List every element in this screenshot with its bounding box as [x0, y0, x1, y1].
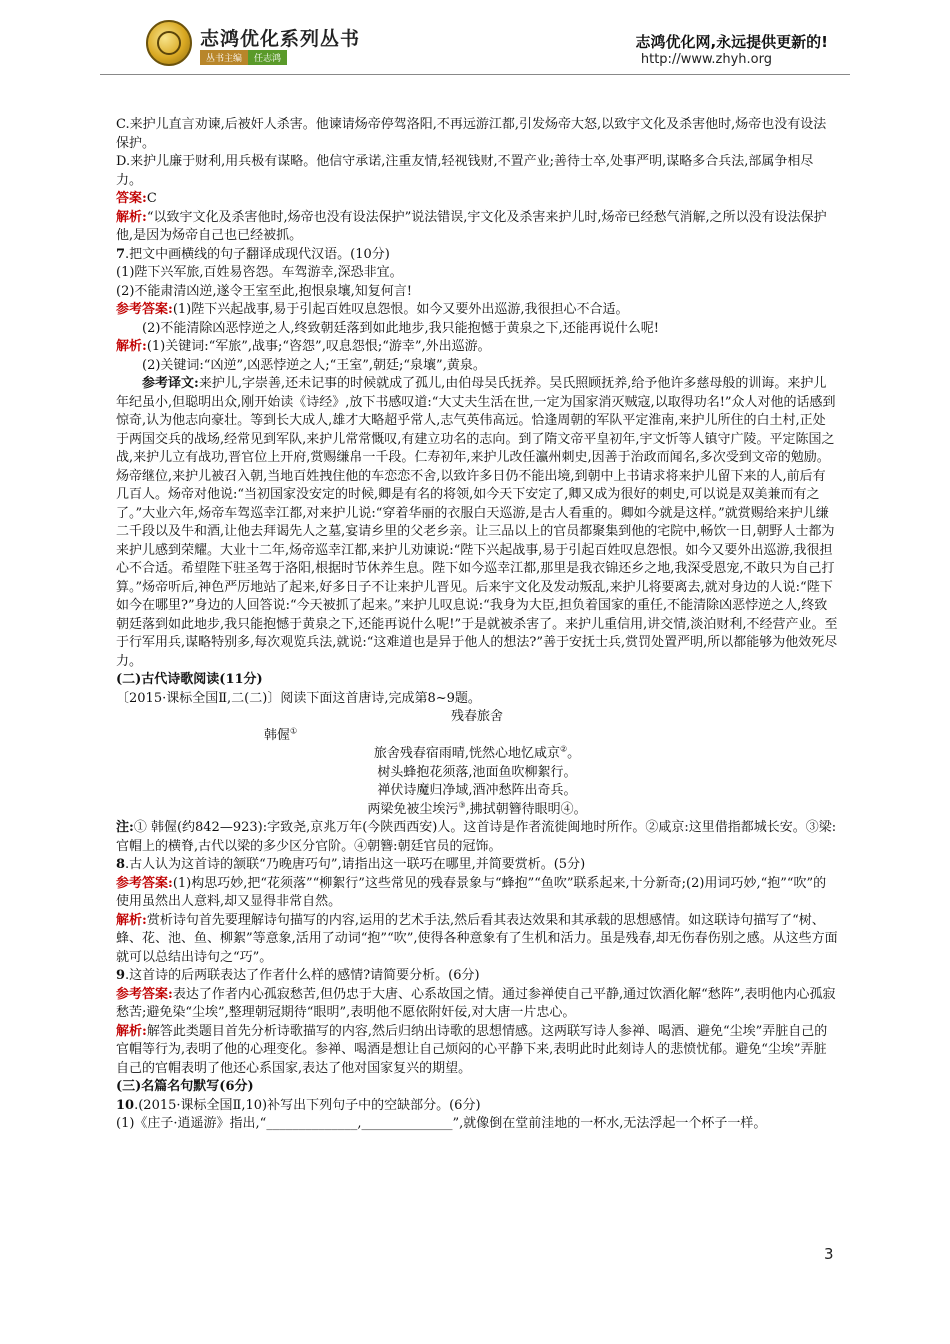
q7-reference-2: (2)不能清除凶恶悖逆之人,终致朝廷落到如此地步,我只能抱憾于黄泉之下,还能再说什么呢!: [142, 320, 660, 336]
header-url[interactable]: http://www.zhyh.org: [640, 52, 772, 67]
editor-label: 丛书主编: [200, 50, 248, 65]
page-number: 3: [824, 1245, 834, 1263]
logo-emblem-icon: [146, 20, 192, 66]
q6-option-c: C.来护儿直言劝谏,后被奸人杀害。他谏请炀帝停驾洛阳,不再远游江都,引发炀帝大怒,以致宇文化及杀害他时,炀帝也没有设法保护。: [116, 117, 827, 151]
poetry-intro: 〔2015·课标全国Ⅱ,二(二)〕阅读下面这首唐诗,完成第8~9题。: [116, 690, 481, 706]
q6-analysis: 解析:“以致宇文化及杀害他时,炀帝也没有设法保护”说法错误,宇文化及杀害来护儿时,炀帝已经愁气消解,之所以没有设法保护他,是因为炀帝自己也已经被抓。: [116, 209, 827, 243]
header-slogan: 志鸿优化网,永远提供更新的!: [635, 33, 828, 51]
q10-stem: 10.(2015·课标全国Ⅱ,10)补写出下列句子中的空缺部分。(6分): [116, 1097, 481, 1113]
fill-blank-2[interactable]: ______________: [361, 1116, 453, 1131]
analysis-label: 解析:: [116, 339, 147, 354]
brand-title: 志鸿优化系列丛书: [200, 28, 361, 50]
reference-label: 参考答案:: [116, 302, 173, 317]
q7-stem: 7.把文中画横线的句子翻译成现代汉语。(10分): [116, 246, 390, 262]
translation-label: 参考译文:: [142, 376, 199, 391]
page-content: [116, 116, 838, 1134]
q7-sentence-1: (1)陛下兴军旅,百姓易咨怨。车驾游幸,深恐非宜。: [116, 265, 403, 280]
brand-subtitle: [200, 50, 287, 65]
header-divider: [100, 74, 850, 75]
reference-label: 参考答案:: [116, 875, 173, 891]
analysis-label: 解析:: [116, 209, 147, 225]
q7-reference: 参考答案:(1)陛下兴起战事,易于引起百姓叹息怨恨。如今又要外出巡游,我很担心不合适。: [116, 302, 629, 317]
q9-analysis: 解析:解答此类题目首先分析诗歌描写的内容,然后归纳出诗歌的思想情感。这两联写诗人参禅、喝酒、避免“尘埃”弄脏自己的官帽等行为,表明了他的心理变化。参禅、喝酒是想让自己烦闷的心平静下来,表明此时此刻诗人的悲愤忧郁。避免“尘埃”弄脏自己的官帽表明了他还心系国家,表达了他对国家复兴的期望。: [116, 1023, 828, 1076]
q7-analysis: 解析:(1)关键词:“军旅”,战事;“咨怨”,叹息怨恨;“游幸”,外出巡游。: [116, 339, 491, 354]
poem-notes: 注:① 韩偓(约842—923):字致尧,京兆万年(今陕西西安)人。这首诗是作者流徙闽地时所作。②咸京:这里借指都城长安。③梁:官帽上的横脊,古代以梁的多少区分官阶。④朝簪:朝廷官员的冠饰。: [116, 820, 837, 854]
poem-title: 残春旅舍: [450, 709, 503, 724]
q8-analysis: 解析:赏析诗句首先要理解诗句描写的内容,运用的艺术手法,然后看其表达效果和其承载的思想感情。如这联诗句描写了“树、蜂、花、池、鱼、柳絮”等意象,活用了动词“抱”“吹”,使得各种意象有了生机和活力。虽是残春,却无伤春伤别之感。从这些方面就可以总结出诗句之“巧”。: [116, 912, 838, 965]
poetry-section-heading: (二)古代诗歌阅读(11分): [116, 672, 263, 687]
q6-answer: 答案:C: [116, 191, 157, 206]
fill-blank-1[interactable]: ______________: [266, 1116, 358, 1131]
q8-reference: 参考答案:(1)构思巧妙,把“花须落”“柳絮行”这些常见的残春景象与“蜂抱”“鱼吹”联系起来,十分新奇;(2)用词巧妙,“抱”“吹”的使用虽然出人意料,却又显得非常自然。: [116, 875, 827, 909]
recitation-section-heading: (三)名篇名句默写(6分): [116, 1079, 254, 1094]
q8-stem: 8.古人认为这首诗的颔联“乃晚唐巧句”,请指出这一联巧在哪里,并简要赏析。(5分): [116, 857, 586, 872]
editor-name: 任志鸿: [248, 50, 287, 65]
page-header: [0, 0, 950, 80]
q7-analysis-2: (2)关键词:“凶逆”,凶恶悖逆之人;“王室”,朝廷;“泉壤”,黄泉。: [142, 357, 486, 373]
analysis-label: 解析:: [116, 1023, 147, 1039]
poem-line-4: 两梁免被尘埃污③,拂拭朝簪待眼明④。: [367, 800, 587, 817]
analysis-label: 解析:: [116, 912, 147, 928]
answer-label: 答案:: [116, 191, 147, 206]
reference-label: 参考答案:: [116, 986, 173, 1002]
q6-option-d: D.来护儿廉于财利,用兵极有谋略。他信守承诺,注重友情,轻视钱财,不置产业;善待士卒,处事严明,谋略多合兵法,部属争相尽力。: [116, 154, 814, 188]
q7-translation: 参考译文:来护儿,字崇善,还未记事的时候就成了孤儿,由伯母吴氏抚养。吴氏照顾抚养,给予他许多慈母般的训诲。来护儿年纪虽小,但聪明出众,刚开始读《诗经》,放下书感叹道:“大丈夫生活在世,一定为国家消灭贼寇,以取得功名!”众人对他的话感到惊奇,认为他志向豪壮。等到长大成人,雄才大略超乎常人,志气英伟高远。恰逢周朝的军队平定淮南,来护儿所住的白土村,正处于两国交兵的战场,经常见到军队,来护儿常常慨叹,有建立功名的志向。到了隋文帝平皇初年,宇文忻等人镇守广陵。平定陈国之战,来护儿立有战功,晋官位上开府,赏赐缣帛一千段。仁寿初年,来护儿改任瀛州刺史,因善于治政而闻名,多次受到文帝的勉励。炀帝继位,来护儿被召入朝,当地百姓拽住他的车恋恋不舍,以致许多日仍不能出境,到朝中上书请求将来护儿留下来的人,前后有几百人。炀帝对他说:“当初国家没安定的时候,卿是有名的将领,如今天下安定了,卿又成为很好的刺史,可以说是双美兼而有之了。”大业六年,炀帝车驾巡幸江都,对来护儿说:“穿着华丽的衣服白天巡游,是古人看重的。卿如今就是这样。”就赏赐给来护儿缣二千段以及牛和酒,让他去拜谒先人之墓,宴请乡里的父老乡亲。让三品以上的官员都聚集到他的宅院中,畅饮一日,朝野人士都为来护儿感到荣耀。大业十二年,炀帝巡幸江都,来护儿劝谏说:“陛下兴起战事,易于引起百姓叹息怨恨。如今又要外出巡游,我很担心不合适。希望陛下驻圣驾于洛阳,根据时节休养生息。陛下如今巡幸江都,那里是我衣锦还乡之地,我深受恩宠,不敢只为自己打算。”炀帝听后,神色严厉地站了起来,好多日子不让来护儿晋见。后来宇文化及发动叛乱,来护儿将要离去,就对身边的人说:“陛下如今在哪里?”身边的人回答说:“今天被抓了起来。”来护儿叹息说:“我身为大臣,担负着国家的重任,不能清除凶恶悖逆之人,终致朝廷落到如此地步,我只能抱憾于黄泉之下,还能再说什么呢!”于是就被杀害了。来护儿重信用,讲交情,淡泊财利,不经营产业。至于行军用兵,谋略特别多,每次观览兵法,就说:“这难道也是异于他人的想法?”善于安抚士兵,赏罚处置严明,所以都能够为他效死尽力。: [116, 376, 838, 669]
q9-stem: 9.这首诗的后两联表达了作者什么样的感情?请简要分析。(6分): [116, 968, 480, 983]
poem-author: 韩偓①: [264, 726, 298, 743]
q10-item-1: (1)《庄子·逍遥游》指出,“______________,______________”,就像倒在堂前洼地的一杯水,无法浮起一个杯子一样。: [116, 1116, 767, 1131]
poem-line-2: 树头蜂抱花须落,池面鱼吹柳絮行。: [377, 764, 577, 780]
poem-line-1: 旅舍残春宿雨晴,恍然心地忆咸京②。: [373, 744, 581, 761]
q7-sentence-2: (2)不能肃清凶逆,遂令王室至此,抱恨泉壤,知复何言!: [116, 283, 413, 299]
q9-reference: 参考答案:表达了作者内心孤寂愁苦,但仍忠于大唐、心系故国之情。通过参禅使自己平静,通过饮酒化解“愁阵”,表明他内心孤寂愁苦;避免染“尘埃”,整理朝冠期待“眼明”,表明他不愿依附奸佞,对大唐一片忠心。: [116, 986, 836, 1020]
poem-line-3: 禅伏诗魔归净域,酒冲愁阵出奇兵。: [377, 783, 577, 798]
